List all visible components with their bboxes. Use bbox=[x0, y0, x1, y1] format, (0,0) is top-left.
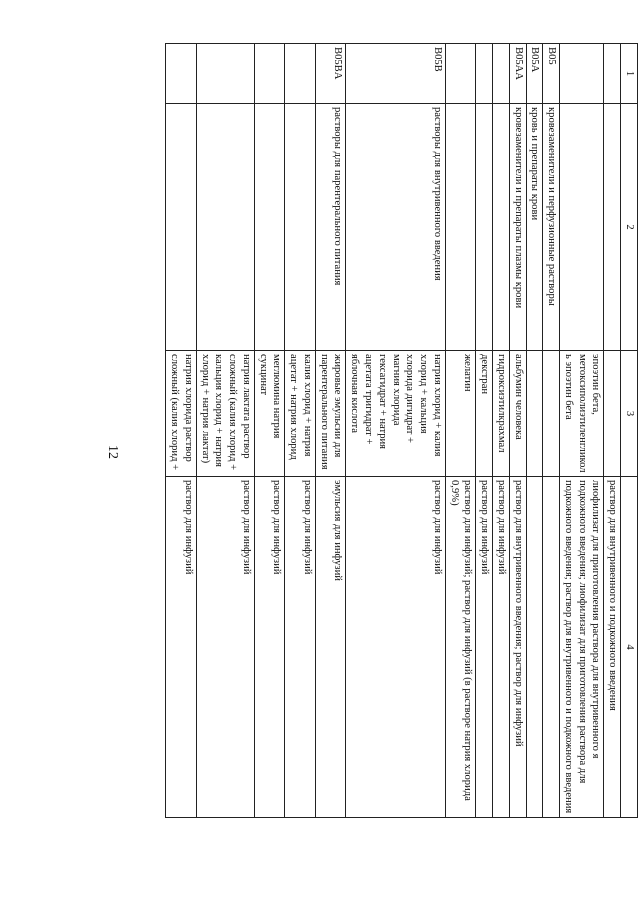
table-row bbox=[254, 44, 285, 818]
table-row bbox=[493, 44, 510, 818]
drug-name-cell bbox=[543, 351, 560, 477]
table-row bbox=[543, 44, 560, 818]
group-name-cell bbox=[604, 104, 621, 351]
header-col-2: 2 bbox=[621, 104, 638, 351]
page-number: 12 bbox=[105, 445, 120, 459]
dosage-form-cell: эмульсия для инфузий bbox=[315, 477, 346, 818]
dosage-form-cell: лиофилизат для приготовления раствора для внутривенного я подкожного введения; лиофилизат для приготовления раствора для подкожного введения; раствор для внутривенного и подкожного введения bbox=[560, 477, 604, 818]
table-row bbox=[196, 44, 254, 818]
code-cell bbox=[196, 44, 254, 104]
table-row bbox=[604, 44, 621, 818]
code-cell bbox=[445, 44, 476, 104]
group-name-cell: кровь и препараты крови bbox=[526, 104, 543, 351]
header-col-4: 4 bbox=[621, 477, 638, 818]
dosage-form-cell: раствор для внутривенного введения; раствор для инфузий bbox=[509, 477, 526, 818]
drug-name-cell: декстран bbox=[476, 351, 493, 477]
group-name-cell bbox=[476, 104, 493, 351]
code-cell bbox=[476, 44, 493, 104]
drug-name-cell: жировые эмульсии для парентерального питания bbox=[315, 351, 346, 477]
dosage-form-cell: раствор для инфузий bbox=[476, 477, 493, 818]
drug-name-cell: меглюмина натрия сукцинат bbox=[254, 351, 285, 477]
drug-name-cell: натрия хлорида раствор сложный (калия хлорид + bbox=[166, 351, 197, 477]
dosage-form-cell: раствор для инфузий; раствор для инфузий (в растворе натрия хлорида 0,9%) bbox=[445, 477, 476, 818]
drug-table bbox=[165, 43, 638, 818]
table-row bbox=[476, 44, 493, 818]
dosage-form-cell: раствор для инфузий bbox=[166, 477, 197, 818]
code-cell: B05 bbox=[543, 44, 560, 104]
group-name-cell bbox=[560, 104, 604, 351]
table-row bbox=[315, 44, 346, 818]
code-cell: B05AA bbox=[509, 44, 526, 104]
code-cell bbox=[604, 44, 621, 104]
rotated-table-container bbox=[93, 43, 638, 818]
code-cell: B05B bbox=[346, 44, 445, 104]
header-col-1: 1 bbox=[621, 44, 638, 104]
group-name-cell: кровезаменители и перфузионные растворы bbox=[543, 104, 560, 351]
header-col-3: 3 bbox=[621, 351, 638, 477]
code-cell bbox=[285, 44, 316, 104]
drug-name-cell: альбумин человека bbox=[509, 351, 526, 477]
group-name-cell bbox=[493, 104, 510, 351]
group-name-cell bbox=[166, 104, 197, 351]
dosage-form-cell: раствор для инфузий bbox=[346, 477, 445, 818]
table-row bbox=[509, 44, 526, 818]
group-name-cell: растворы для парентерального питания bbox=[315, 104, 346, 351]
table-row bbox=[445, 44, 476, 818]
dosage-form-cell: раствор для инфузий bbox=[493, 477, 510, 818]
group-name-cell bbox=[445, 104, 476, 351]
code-cell: B05BA bbox=[315, 44, 346, 104]
drug-name-cell: желатин bbox=[445, 351, 476, 477]
group-name-cell bbox=[196, 104, 254, 351]
dosage-form-cell: раствор для инфузий bbox=[254, 477, 285, 818]
dosage-form-cell bbox=[543, 477, 560, 818]
group-name-cell: растворы для внутривенного введения bbox=[346, 104, 445, 351]
drug-name-cell: гидроксиэтилкрахмал bbox=[493, 351, 510, 477]
drug-name-cell: натрия хлорид + калия хлорид + кальция хлорида дигидрат + магния хлорида гексагидрат + натрия ацетата тригидрат + яблочная кислота bbox=[346, 351, 445, 477]
table-row bbox=[560, 44, 604, 818]
group-name-cell bbox=[254, 104, 285, 351]
table-row bbox=[346, 44, 445, 818]
code-cell bbox=[493, 44, 510, 104]
drug-name-cell bbox=[526, 351, 543, 477]
group-name-cell bbox=[285, 104, 316, 351]
code-cell bbox=[254, 44, 285, 104]
drug-name-cell: натрия лактата раствор сложный (калия хлорид + кальция хлорид + натрия хлорид + натрия лактат) bbox=[196, 351, 254, 477]
group-name-cell: кровезаменители и препараты плазмы крови bbox=[509, 104, 526, 351]
drug-name-cell bbox=[604, 351, 621, 477]
code-cell: B05A bbox=[526, 44, 543, 104]
dosage-form-cell: раствор для инфузий bbox=[196, 477, 254, 818]
drug-name-cell: эпоэтин бета, метоксиполиэтиленгликоль эпоэтин бета bbox=[560, 351, 604, 477]
code-cell bbox=[560, 44, 604, 104]
drug-name-cell: калия хлорид + натрия ацетат + натрия хлорид bbox=[285, 351, 316, 477]
dosage-form-cell: раствор для инфузий bbox=[285, 477, 316, 818]
table-row bbox=[526, 44, 543, 818]
table-header-row bbox=[621, 44, 638, 818]
code-cell bbox=[166, 44, 197, 104]
table-row bbox=[285, 44, 316, 818]
dosage-form-cell bbox=[526, 477, 543, 818]
table-row bbox=[166, 44, 197, 818]
dosage-form-cell: раствор для внутривенного и подкожного введения bbox=[604, 477, 621, 818]
